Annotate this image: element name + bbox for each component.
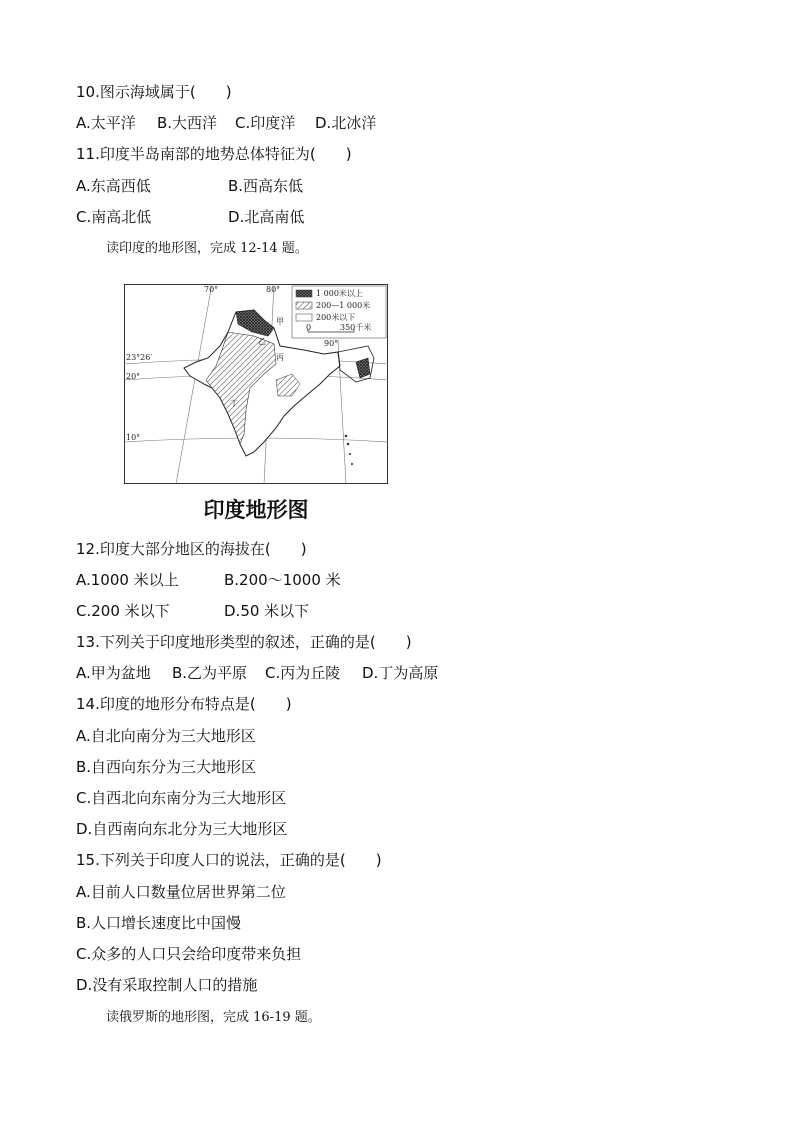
q12-option-a: A.1000 米以上 [76, 571, 179, 589]
lat-20-label: 20° [126, 372, 141, 381]
map-title: 印度地形图 [203, 497, 309, 522]
q15-option-c: C.众多的人口只会给印度带来负担 [76, 945, 302, 963]
q14-option-d: D.自西南向东北分为三大地形区 [76, 820, 288, 838]
q10-option-d: D.北冰洋 [315, 114, 377, 132]
q15-option-b: B.人口增长速度比中国慢 [76, 914, 242, 932]
legend-swatch-lowland [296, 314, 312, 321]
question-14-stem: 14.印度的地形分布特点是( ) [76, 695, 292, 713]
island-dot [349, 453, 351, 455]
island-dot [345, 435, 347, 437]
question-12-stem: 12.印度大部分地区的海拔在( ) [76, 540, 307, 558]
q13-option-c: C.丙为丘陵 [265, 664, 341, 682]
q11-option-d: D.北高南低 [228, 208, 305, 226]
question-11-stem: 11.印度半岛南部的地势总体特征为( ) [76, 145, 352, 163]
legend-swatch-highland [296, 290, 312, 297]
place-yi: 乙 [258, 337, 266, 346]
q11-option-c: C.南高北低 [76, 208, 152, 226]
place-bing: 丙 [276, 353, 284, 362]
q15-option-a: A.目前人口数量位居世界第二位 [76, 883, 286, 901]
instruction-note-16-19: 读俄罗斯的地形图，完成 16-19 题。 [106, 1010, 321, 1025]
q14-option-a: A.自北向南分为三大地形区 [76, 727, 256, 745]
q13-option-d: D.丁为高原 [362, 664, 439, 682]
legend-swatch-plateau [296, 302, 312, 309]
instruction-note-12-14: 读印度的地形图，完成 12-14 题。 [106, 241, 308, 256]
island-dot [351, 463, 353, 465]
lon-70-label: 70° [204, 285, 219, 294]
q11-option-b: B.西高东低 [228, 177, 304, 195]
q10-option-b: B.大西洋 [157, 114, 218, 132]
legend-lowland: 200米以下 [316, 313, 356, 322]
india-terrain-map [124, 284, 388, 484]
question-13-stem: 13.下列关于印度地形类型的叙述，正确的是( ) [76, 633, 412, 651]
lat-10-label: 10° [126, 433, 141, 442]
q13-option-b: B.乙为平原 [172, 664, 248, 682]
lon-80-label: 80° [266, 285, 281, 294]
q10-option-c: C.印度洋 [235, 114, 296, 132]
q15-option-d: D.没有采取控制人口的措施 [76, 976, 258, 994]
island-dot [347, 443, 349, 445]
q11-option-a: A.东高西低 [76, 177, 151, 195]
q12-option-b: B.200～1000 米 [224, 571, 341, 589]
place-jia: 甲 [276, 317, 284, 326]
legend-highland: 1 000米以上 [316, 289, 363, 298]
q14-option-b: B.自西向东分为三大地形区 [76, 758, 257, 776]
q12-option-c: C.200 米以下 [76, 602, 170, 620]
q13-option-a: A.甲为盆地 [76, 664, 151, 682]
question-15-stem: 15.下列关于印度人口的说法，正确的是( ) [76, 851, 382, 869]
scale-zero: 0 [306, 323, 312, 332]
scale-label: 350千米 [340, 323, 372, 332]
question-10-stem: 10.图示海域属于( ) [76, 83, 232, 101]
legend-plateau: 200—1 000米 [316, 301, 371, 310]
q10-option-a: A.太平洋 [76, 114, 136, 132]
lat-tropic-label: 23°26′ [126, 353, 153, 362]
lon-90-label: 90° [324, 339, 339, 348]
place-ding: 丁 [230, 399, 238, 408]
q12-option-d: D.50 米以下 [224, 602, 310, 620]
q14-option-c: C.自西北向东南分为三大地形区 [76, 789, 287, 807]
